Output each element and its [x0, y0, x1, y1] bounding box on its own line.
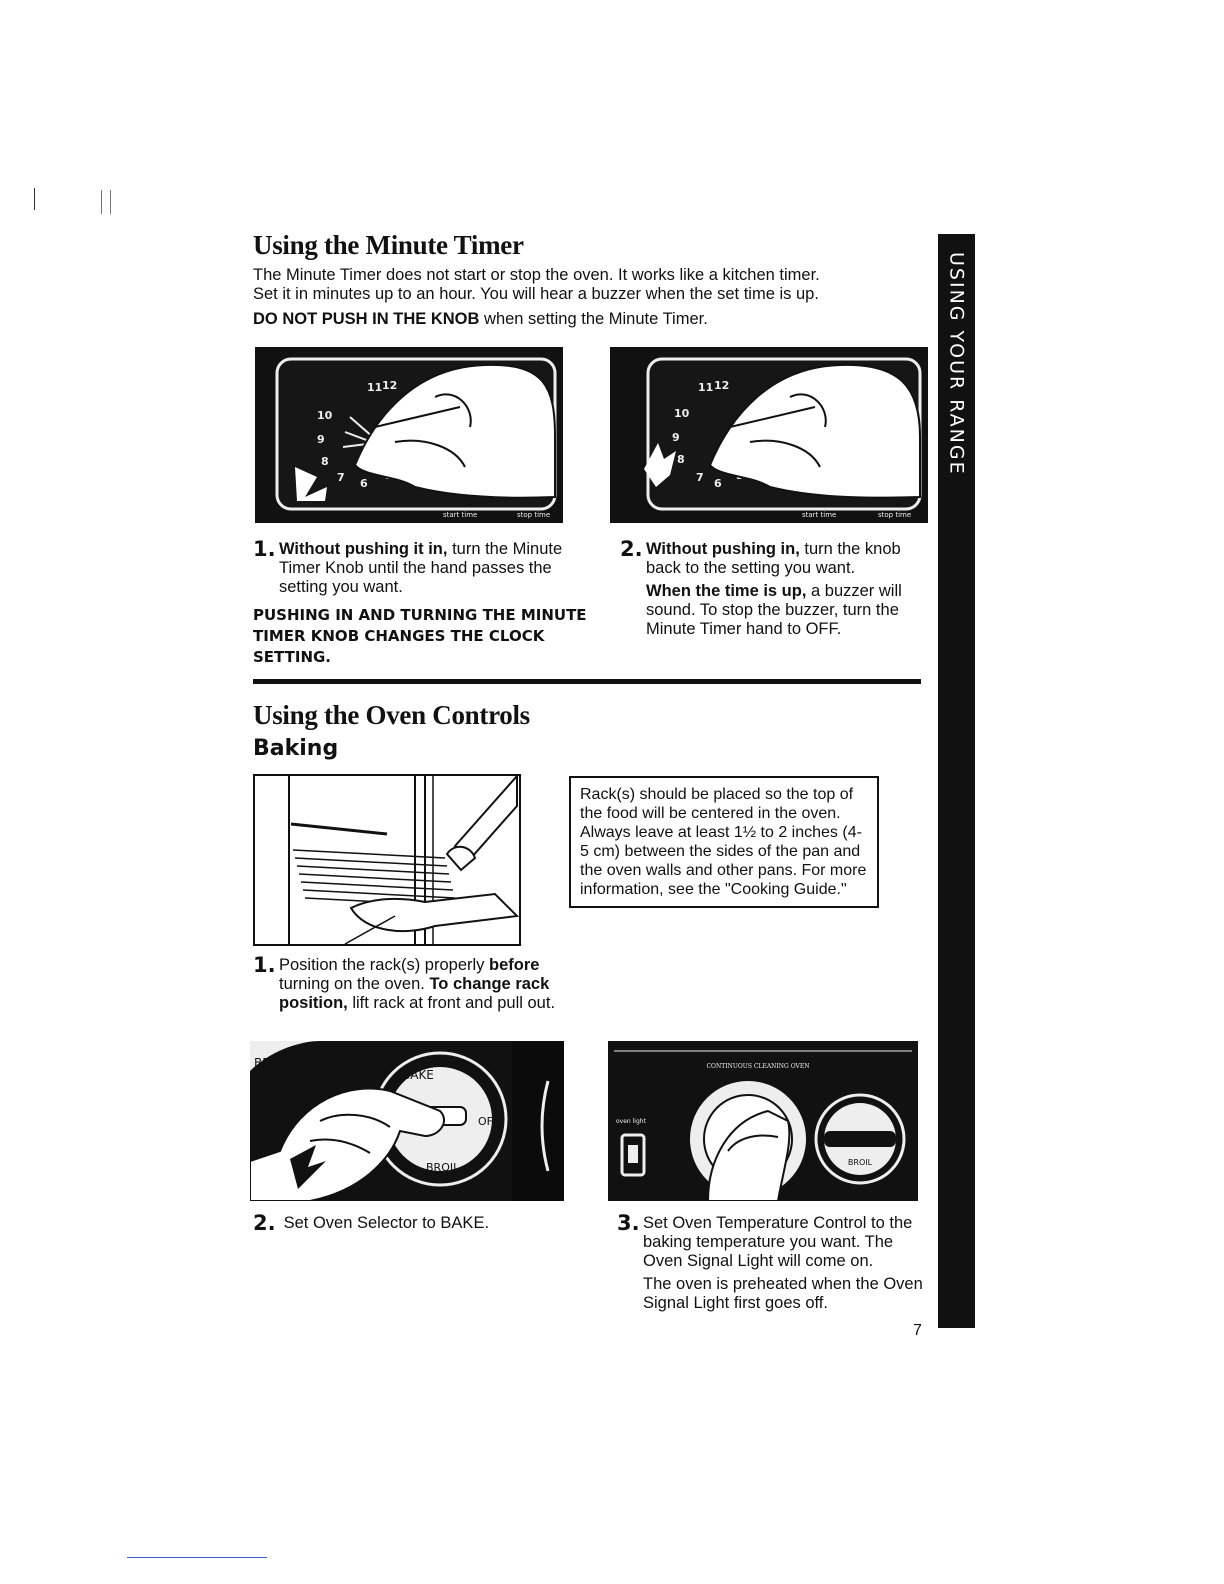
minute-timer-intro — [253, 266, 933, 329]
dial-number: 8 — [321, 455, 329, 468]
step-bold: before — [489, 956, 540, 974]
dial-number: 11 — [367, 381, 383, 394]
footnote-rule — [127, 1557, 267, 1558]
scan-mark — [110, 190, 111, 214]
rack-illustration — [253, 774, 521, 946]
baking-step-2 — [253, 1211, 573, 1235]
step-rest: turn the Minute Timer Knob until the hand passes the setting you want. — [279, 540, 563, 596]
knob-warning-rest: when setting the Minute Timer. — [479, 310, 708, 328]
dial-number: 12 — [714, 379, 730, 392]
step-number: 3. — [617, 1211, 640, 1235]
dial-number: 10 — [317, 409, 333, 422]
step-text-2: The oven is preheated when the Oven Signal Light first goes off. — [643, 1275, 923, 1312]
timer-step-2 — [620, 537, 925, 639]
oven-temperature-illustration — [608, 1041, 918, 1201]
step-text — [646, 540, 925, 578]
dial-number: 10 — [674, 407, 690, 420]
step-text: Set Oven Selector to BAKE. — [283, 1214, 490, 1232]
panel-label: stop time — [878, 511, 912, 519]
bake-mark: BAKE — [402, 1068, 434, 1082]
panel-label: stop time — [517, 511, 551, 519]
timer-illustration-2 — [610, 347, 928, 523]
broil-knob-mark: BROIL — [847, 1158, 873, 1167]
dial-number: 9 — [672, 431, 680, 444]
step-rest: turn the knob back to the setting you want. — [646, 540, 901, 577]
broil-mark: BRO — [254, 1056, 281, 1070]
dial-number: 7 — [696, 471, 704, 484]
step-part: lift rack at front and pull out. — [347, 994, 556, 1012]
oven-light-label: oven light — [616, 1118, 646, 1125]
timer-illustration-1 — [255, 347, 563, 523]
dial-number: 12 — [382, 379, 398, 392]
step-number: 1. — [253, 953, 276, 977]
step-text: Set Oven Temperature Control to the baking temperature you want. The Oven Signal Light will come on. — [643, 1214, 913, 1270]
baking-step-3 — [617, 1211, 937, 1313]
dial-number: 6 — [714, 477, 722, 490]
baking-step-1 — [253, 953, 563, 1013]
panel-label: start time — [443, 511, 478, 519]
step-number: 1. — [253, 537, 276, 561]
step-part: Position the rack(s) properly — [279, 956, 489, 974]
broil-knob-mark: BROIL — [426, 1161, 460, 1174]
step-bold: To change rack position, — [279, 975, 550, 1012]
sidebar-tab — [938, 234, 975, 1328]
scan-mark — [101, 190, 102, 214]
knob-warning — [253, 310, 933, 329]
step-text-2 — [646, 582, 925, 639]
panel-caption: CONTINUOUS CLEANING OVEN — [706, 1063, 810, 1070]
knob-warning-bold: DO NOT PUSH IN THE KNOB — [253, 310, 480, 328]
step-bold: Without pushing it in, — [279, 540, 448, 558]
step-text — [279, 956, 563, 1013]
step-number: 2. — [253, 1211, 276, 1235]
step-bold: Without pushing in, — [646, 540, 800, 558]
panel-label: start time — [802, 511, 837, 519]
dial-number: 8 — [677, 453, 685, 466]
intro-line-1: The Minute Timer does not start or stop the oven. It works like a kitchen timer. — [253, 266, 820, 284]
timer-step-1 — [253, 537, 593, 668]
oven-controls-title: Using the Oven Controls — [253, 700, 530, 730]
step-number: 2. — [620, 537, 643, 561]
minute-timer-title: Using the Minute Timer — [253, 230, 524, 260]
section-divider — [253, 679, 921, 684]
baking-subtitle: Baking — [253, 736, 339, 761]
step-text — [279, 540, 593, 597]
step-part: turning on the oven. — [279, 975, 430, 993]
rack-placement-note: Rack(s) should be placed so the top of the food will be centered in the oven. Always leave at least 1½ to 2 inches (4-5 cm) between the sides of the pan and the oven walls and other pans. For more information, see the "Cooking Guide." — [569, 776, 879, 908]
sidebar-label: USING YOUR RANGE — [945, 252, 968, 476]
clock-caution: PUSHING IN AND TURNING THE MINUTE TIMER KNOB CHANGES THE CLOCK SETTING. — [253, 606, 587, 666]
step-rest-2: a buzzer will sound. To stop the buzzer, turn the Minute Timer hand to OFF. — [646, 582, 902, 638]
dial-number: 6 — [360, 477, 368, 490]
scan-mark — [34, 188, 35, 210]
page-number: 7 — [913, 1322, 922, 1339]
dial-number: 11 — [698, 381, 714, 394]
step-bold-2: When the time is up, — [646, 582, 807, 600]
dial-number: 9 — [317, 433, 325, 446]
off-mark: OFF — [478, 1115, 500, 1128]
dial-number: 7 — [337, 471, 345, 484]
oven-selector-illustration — [250, 1041, 564, 1201]
intro-line-2: Set it in minutes up to an hour. You will hear a buzzer when the set time is up. — [253, 285, 819, 303]
